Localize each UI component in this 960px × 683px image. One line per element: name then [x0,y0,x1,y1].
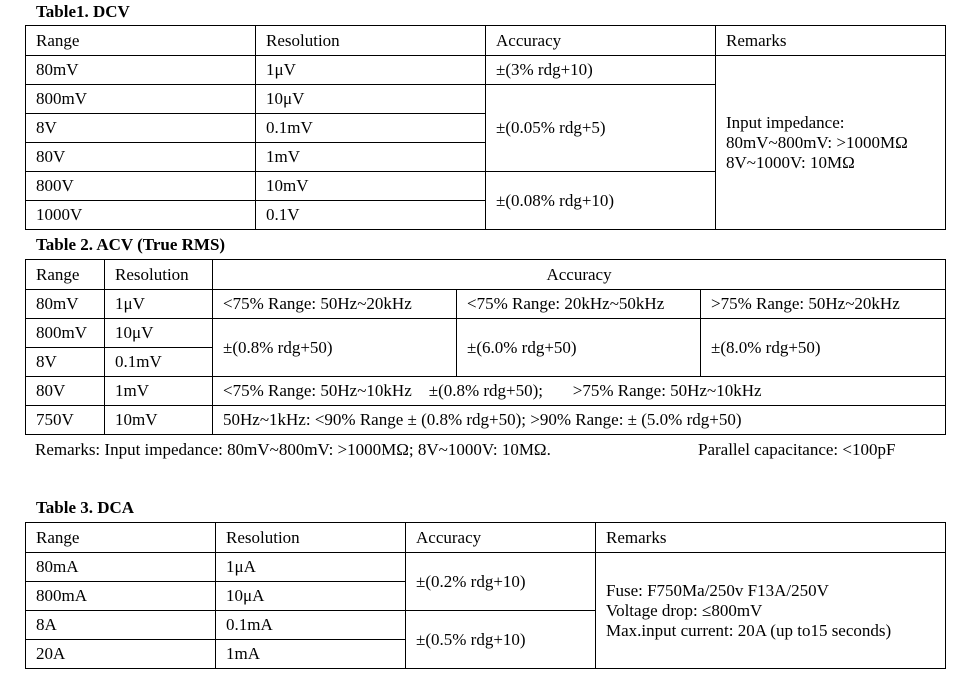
table1-accuracy-cell: ±(0.05% rdg+5) [486,85,716,172]
table2-range-cell: 80V [26,377,105,406]
table2-range-cell: 800mV [26,319,105,348]
table2-freq-header: >75% Range: 50Hz~20kHz [701,290,946,319]
table2-resolution-cell: 10μV [105,319,213,348]
table1-range-cell: 80V [26,143,256,172]
table3-remarks-line: Fuse: F750Ma/250v F13A/250V [606,580,829,600]
table3-accuracy-cell: ±(0.2% rdg+10) [406,553,596,611]
table2-acv [25,259,946,435]
table1-remarks-line: 8V~1000V: 10MΩ [726,152,855,172]
table2-resolution-cell: 10mV [105,406,213,435]
table1-remarks-line: Input impedance: [726,112,845,132]
table3-resolution-cell: 1mA [216,640,406,669]
table2-resolution-cell: 0.1mV [105,348,213,377]
table2-accuracy-cell: ±(8.0% rdg+50) [701,319,946,377]
table2-remarks: Remarks: Input impedance: 80mV~800mV: >1000MΩ; 8V~1000V: 10MΩ. [35,440,551,459]
table1-header-resolution: Resolution [256,26,486,56]
table3-accuracy-cell: ±(0.5% rdg+10) [406,611,596,669]
table2-header-accuracy: Accuracy [213,260,946,290]
table2-range-cell: 8V [26,348,105,377]
table1-resolution-cell: 1μV [256,56,486,85]
table2-resolution-cell: 1mV [105,377,213,406]
table1-dcv [25,25,946,230]
table2-resolution-cell: 1μV [105,290,213,319]
table3-range-cell: 8A [26,611,216,640]
table3-range-cell: 80mA [26,553,216,582]
table2-freq-header: <75% Range: 50Hz~20kHz [213,290,457,319]
table2-freq-header: <75% Range: 20kHz~50kHz [457,290,701,319]
table2-title: Table 2. ACV (True RMS) [36,235,226,254]
table1-accuracy-cell: ±(0.08% rdg+10) [486,172,716,230]
table1-range-cell: 800V [26,172,256,201]
table2-accuracy-cell: ±(0.8% rdg+50) [213,319,457,377]
table2-range-cell: 750V [26,406,105,435]
table3-resolution-cell: 10μA [216,582,406,611]
table1-range-cell: 8V [26,114,256,143]
table1-range-cell: 1000V [26,201,256,230]
table1-title: Table1. DCV [36,2,130,21]
table1-remarks-cell [716,56,946,230]
table3-remarks-cell [596,553,946,669]
table1-header-range: Range [26,26,256,56]
table3-header-resolution: Resolution [216,523,406,553]
table1-resolution-cell: 1mV [256,143,486,172]
table2-80v-accuracy: <75% Range: 50Hz~10kHz ±(0.8% rdg+50); >75% Range: 50Hz~10kHz [213,377,946,406]
table2-750v-accuracy: 50Hz~1kHz: <90% Range ± (0.8% rdg+50); >90% Range: ± (5.0% rdg+50) [213,406,946,435]
table2-header-range: Range [26,260,105,290]
table3-header-remarks: Remarks [596,523,946,553]
table3-range-cell: 800mA [26,582,216,611]
table1-accuracy-cell: ±(3% rdg+10) [486,56,716,85]
table1-resolution-cell: 10mV [256,172,486,201]
table1-remarks-line: 80mV~800mV: >1000MΩ [726,132,908,152]
table3-header-range: Range [26,523,216,553]
table2-capacitance: Parallel capacitance: <100pF [698,440,896,459]
table3-remarks-line: Voltage drop: ≤800mV [606,600,763,620]
table1-range-cell: 800mV [26,85,256,114]
table3-header-accuracy: Accuracy [406,523,596,553]
table3-resolution-cell: 0.1mA [216,611,406,640]
table1-range-cell: 80mV [26,56,256,85]
table3-resolution-cell: 1μA [216,553,406,582]
table1-header-remarks: Remarks [716,26,946,56]
table2-range-cell: 80mV [26,290,105,319]
table1-resolution-cell: 0.1mV [256,114,486,143]
table3-remarks-line: Max.input current: 20A (up to15 seconds) [606,620,892,640]
table3-title: Table 3. DCA [36,498,135,517]
table3-range-cell: 20A [26,640,216,669]
table1-header-accuracy: Accuracy [486,26,716,56]
table3-dca [25,522,946,669]
table1-resolution-cell: 10μV [256,85,486,114]
table1-resolution-cell: 0.1V [256,201,486,230]
table2-accuracy-cell: ±(6.0% rdg+50) [457,319,701,377]
table2-header-resolution: Resolution [105,260,213,290]
